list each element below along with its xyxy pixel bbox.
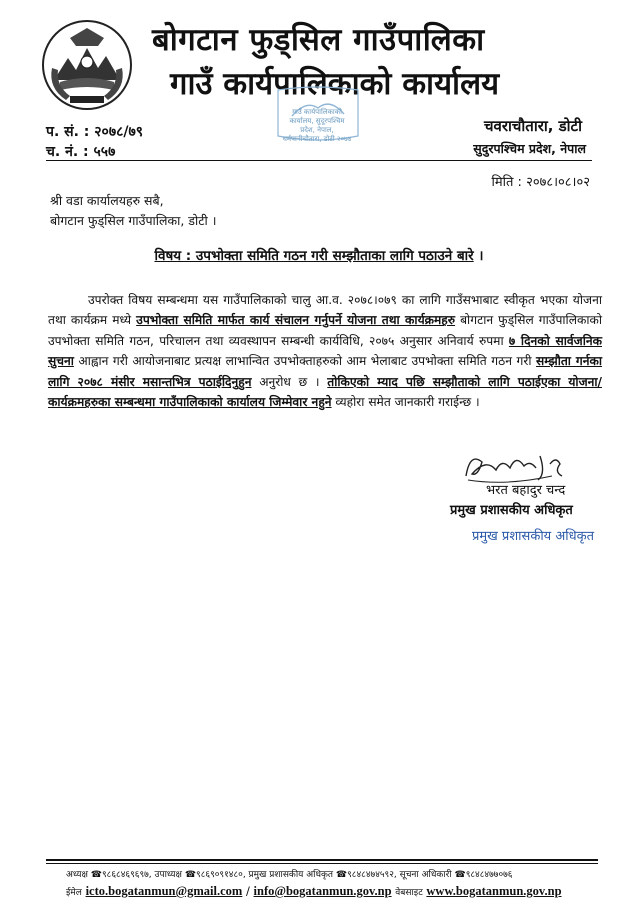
footer-phone-numbers: अध्यक्ष ☎९८६८४६९६९७, उपाध्यक्ष ☎९८६९०९१४८०, प्रमुख प्रशासकीय अधिकृत ☎९८४८४७४५९२, सूचना अधिकारी ☎९८४८४७७०७६ <box>66 870 513 880</box>
email-link-2[interactable]: info@bogatanmun.gov.np <box>253 884 392 898</box>
letter-date: मिति : २०७८।०८।०२ <box>491 175 590 190</box>
reference-number: प. सं. : २०७८/७९ <box>46 124 144 140</box>
email-label: ईमेल <box>66 888 82 898</box>
body-text: उपरोक्त विषय सम्बन्धमा यस गाउँपालिकाको चालु आ.व. २०७८।०७९ का लागि गाउँसभाबाट स्वीकृत भएका योजना तथा कार्यक्रम मध्ये <box>48 293 602 328</box>
letter-body <box>48 290 602 412</box>
seal-text: गाउँ कार्यपालिकाको कार्यालय, सुदूरपश्चिम प्रदेश, नेपाल, धर्मपानीचौतारा, डोटी २०७४ <box>282 108 352 143</box>
body-emphasis: ७ दिनको सार्वजनिक सुचना <box>48 333 602 369</box>
subject-text: विषय : उपभोक्ता समिति गठन गरी सम्झौताका लागि पठाउने बारे <box>154 248 474 264</box>
footer-contact <box>66 884 562 899</box>
office-province: सुदुरपश्चिम प्रदेश, नेपाल <box>473 141 586 156</box>
office-address: चवराचौतारा, डोटी <box>483 117 582 135</box>
body-emphasis: सम्झौता गर्नका लागि २०७८ मंसीर मसान्तभित्र पठाईदिनुहुन <box>48 354 602 389</box>
email-separator: / <box>242 884 254 898</box>
body-text: व्यहोरा समेत जानकारी गराईन्छ । <box>331 395 480 410</box>
email-link-1[interactable]: icto.bogatanmun@gmail.com <box>85 884 243 898</box>
recipient-line-2: बोगटान फुड्सिल गाउँपालिका, डोटी । <box>50 213 217 228</box>
subject-end: । <box>473 248 484 264</box>
footer-divider-thin <box>46 863 598 864</box>
subject-line <box>0 246 638 264</box>
footer-divider <box>46 859 598 861</box>
header-divider <box>46 160 592 161</box>
designation-stamp: प्रमुख प्रशासकीय अधिकृत <box>472 529 595 544</box>
signatory-title: प्रमुख प्रशासकीय अधिकृत <box>450 503 573 518</box>
body-text: बोगटान फुड्सिल गाउँपालिकाको उपभोक्ता समिति गठन, परिचालन तथा व्यवस्थापन सम्बन्धी कार्यविधि, २०७५ अनुसार अनिवार्य रुपमा <box>48 313 603 348</box>
body-emphasis: उपभोक्ता समिति मार्फत कार्य संचालन गर्नुपर्ने योजना तथा कार्यक्रमहरु <box>136 313 456 328</box>
website-label: वेबसाइट <box>395 888 423 898</box>
municipality-name-heading: बोगटान फुड्सिल गाउँपालिका <box>152 22 485 58</box>
nepal-emblem-logo <box>40 18 134 112</box>
recipient-line-1: श्री वडा कार्यालयहरु सबै, <box>50 193 164 208</box>
dispatch-number: च. नं. : ५५७ <box>46 144 116 160</box>
office-name-heading: गाउँ कार्यपालिकाको कार्यालय <box>170 66 500 102</box>
signatory-name: भरत बहादुर चन्द <box>486 483 566 498</box>
body-paragraph <box>48 290 602 412</box>
body-text: अनुरोध छ । <box>251 374 328 389</box>
body-text: आह्वान गरी आयोजनाबाट प्रत्यक्ष लाभान्वित उपभोक्ताहरुको आम भेलाबाट उपभोक्ता समिति गठन गरी <box>73 354 536 369</box>
body-emphasis: तोकिएको म्याद पछि सम्झौताको लागि पठाईएका योजना/कार्यक्रमहरुका सम्बन्धमा गाउँपालिकाको कार्यालय जिम्मेवार नहुने <box>48 374 602 410</box>
website-link[interactable]: www.bogatanmun.gov.np <box>426 884 562 898</box>
